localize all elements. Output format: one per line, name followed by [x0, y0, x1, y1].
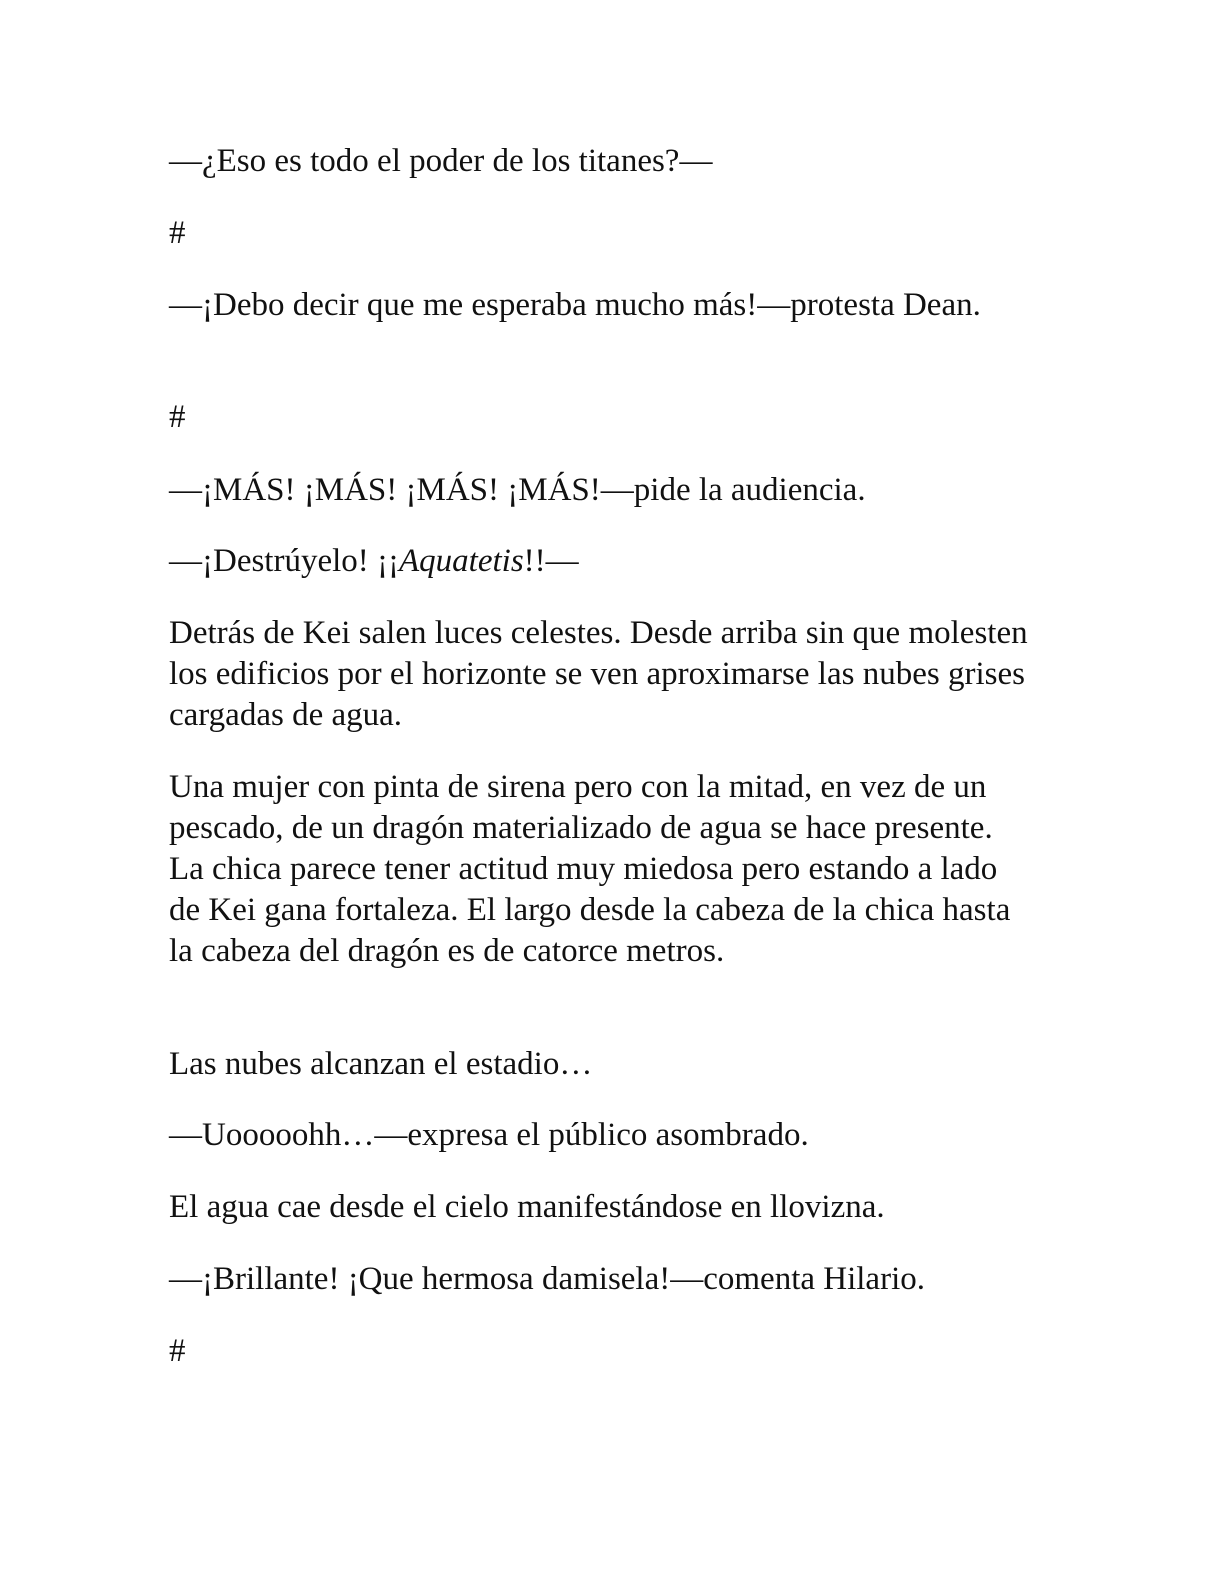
scene-break: #: [169, 215, 186, 251]
italic-name: Aquatetis: [399, 543, 524, 579]
scene-break: #: [169, 1333, 186, 1369]
dialogue-paragraph: —¡MÁS! ¡MÁS! ¡MÁS! ¡MÁS!—pide la audiencia.: [169, 472, 866, 508]
narrative-paragraph: Las nubes alcanzan el estadio…: [169, 1046, 593, 1082]
narrative-paragraph: Detrás de Kei salen luces celestes. Desde arriba sin que molesten los edificios por el horizonte se ven aproximarse las nubes grises cargadas de agua.: [169, 615, 1028, 733]
dialogue-paragraph: —¡Debo decir que me esperaba mucho más!—protesta Dean.: [169, 287, 981, 323]
dialogue-paragraph: [169, 541, 1029, 582]
narrative-paragraph: El agua cae desde el cielo manifestándose en llovizna.: [169, 1189, 885, 1225]
dialogue-paragraph: —¿Eso es todo el poder de los titanes?—: [169, 143, 713, 179]
dialogue-paragraph: —Uooooohh…—expresa el público asombrado.: [169, 1117, 809, 1153]
dialogue-text: !!—: [523, 543, 579, 579]
narrative-paragraph: Una mujer con pinta de sirena pero con la mitad, en vez de un pescado, de un dragón materializado de agua se hace presente. La chica parece tener actitud muy miedosa pero estando a lado de Kei gana fortaleza. El largo desde la cabeza de la chica hasta la cabeza del dragón es de catorce metros.: [169, 769, 1011, 969]
dialogue-text: —¡Destrúyelo! ¡¡: [169, 543, 400, 579]
dialogue-paragraph: —¡Brillante! ¡Que hermosa damisela!—comenta Hilario.: [169, 1261, 925, 1297]
scene-break: #: [169, 399, 186, 435]
